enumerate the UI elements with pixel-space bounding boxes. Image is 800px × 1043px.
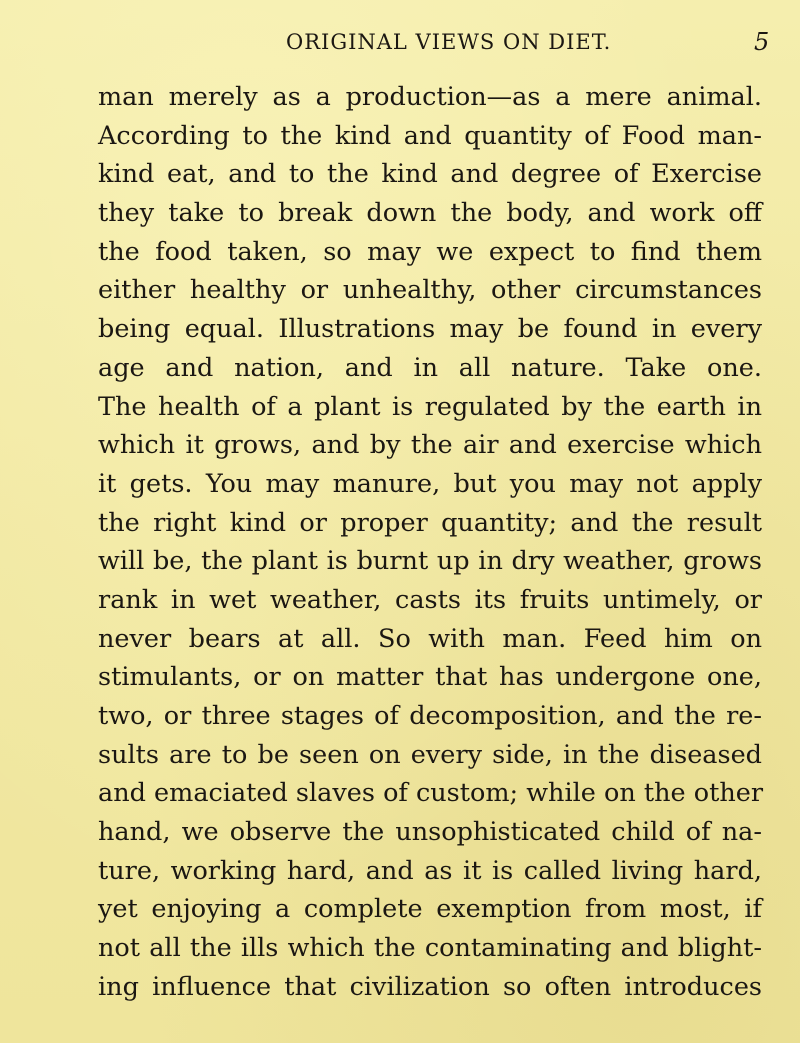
text-line: the food taken, so may we expect to find them: [98, 236, 762, 267]
text-line: either healthy or unhealthy, other circumstances: [98, 275, 762, 306]
text-line: sults are to be seen on every side, in the diseased: [98, 739, 762, 770]
page-number: 5: [754, 28, 770, 56]
text-line: the right kind or proper quantity; and the result: [98, 507, 762, 538]
text-line: will be, the plant is burnt up in dry weather, grows: [98, 546, 762, 577]
text-line: rank in wet weather, casts its fruits untimely, or: [98, 584, 762, 615]
text-line: which it grows, and by the air and exercise which: [98, 430, 762, 461]
text-line: they take to break down the body, and work off: [98, 198, 762, 229]
text-line: ture, working hard, and as it is called living hard,: [98, 855, 762, 886]
text-line: stimulants, or on matter that has undergone one,: [98, 662, 762, 693]
text-line: two, or three stages of decomposition, and the re-: [98, 701, 762, 731]
text-line: yet enjoying a complete exemption from most, if: [98, 894, 762, 925]
text-line: not all the ills which the contaminating and blight-: [98, 933, 762, 964]
text-line: kind eat, and to the kind and degree of Exercise: [98, 159, 762, 190]
body-text: [98, 78, 762, 1007]
text-line: hand, we observe the unsophisticated child of na-: [98, 817, 762, 848]
text-line: man merely as a production—as a mere animal.: [98, 82, 762, 112]
running-head: ORIGINAL VIEWS ON DIET.: [286, 30, 612, 54]
text-line: never bears at all. So with man. Feed him on: [98, 623, 762, 654]
text-line: The health of a plant is regulated by the earth in: [98, 391, 762, 422]
text-line: ing influence that civilization so often introduces: [98, 971, 762, 1002]
text-line: and emaciated slaves of custom; while on the other: [98, 778, 764, 809]
text-line: age and nation, and in all nature. Take one.: [98, 352, 762, 383]
page-header: [0, 30, 800, 62]
text-line: it gets. You may manure, but you may not apply: [98, 468, 762, 499]
text-line: being equal. Illustrations may be found in every: [98, 314, 762, 345]
text-line: According to the kind and quantity of Food man-: [98, 120, 762, 151]
